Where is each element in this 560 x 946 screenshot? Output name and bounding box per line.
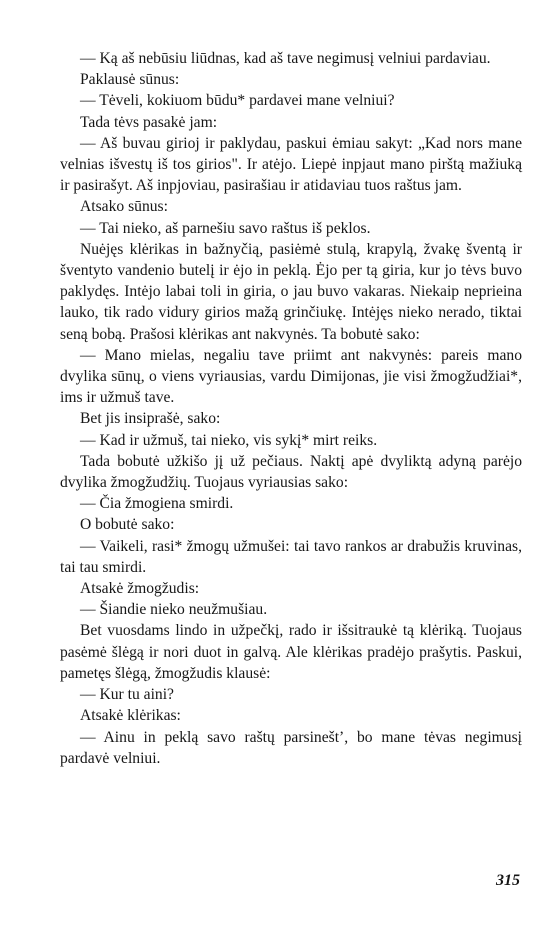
paragraph: — Tai nieko, aš parnešiu savo raštus iš peklos. — [80, 219, 371, 237]
paragraph: — Tėveli, kokiuom būdu* pardavei mane velniui? — [80, 92, 395, 110]
paragraph: Atsakė klėrikas: — [80, 707, 181, 725]
paragraph: — Aš buvau girioj ir paklydau, paskui ėmiau sakyt: „Kad nors mane velnias išvestų iš tos girios". Ir atėjo. Liepė inpjaut mano pirštą mažiuką ir pasirašyt. Aš inpjoviau, pasirašiau ir atidaviau tuos raštus jam. — [60, 134, 522, 195]
paragraph: — Kad ir užmuš, tai nieko, vis sykį* mirt reiks. — [80, 431, 378, 449]
paragraph: Atsako sūnus: — [80, 198, 168, 216]
page-number: 315 — [496, 872, 520, 889]
paragraph: — Kur tu aini? — [80, 686, 174, 704]
paragraph: Bet vuosdams lindo in užpečkį, rado ir išsitraukė tą klėriką. Tuojaus pasėmė šlėgą ir nori duot in galvą. Ale klėrikas pradėjo prašytis. Paskui, pametęs šlėgą, žmogžudis klausė: — [60, 622, 522, 682]
paragraph: Tada bobutė užkišo jį už pečiaus. Naktį apė dvyliktą adyną parėjo dvylika žmogžudžių. Tuojaus vyriausias sako: — [60, 452, 522, 492]
paragraph: O bobutė sako: — [80, 516, 175, 534]
paragraph: Nuėjęs klėrikas in bažnyčią, pasiėmė stulą, krapylą, žvakę šventą ir šventyto vandenio butelį ir ėjo in peklą. Ėjo per tą giria, kur jo tėvs buvo paklydęs. Intėjo labai toli in giria, o jau buvo vakaras. Niekaip neprieina lauko, tik rado vidury girios mažą grinčiukę. Intėjęs nieko nerado, tiktai seną bobą. Prašosi klėrikas ant nakvynės. Ta bobutė sako: — [60, 240, 522, 343]
paragraph: — Mano mielas, negaliu tave priimt ant nakvynės: pareis mano dvylika sūnų, o viens vyriausias, vardu Dimijonas, jie visi žmogžudžiai*, ims ir užmuš tave. — [60, 346, 522, 407]
paragraph: — Ką aš nebūsiu liūdnas, kad aš tave negimusį velniui pardaviau. — [80, 50, 491, 67]
paragraph: — Ainu in peklą savo raštų parsineštʼ, bo mane tėvas negimusį pardavė velniui. — [60, 728, 522, 767]
paragraph: Bet jis insiprašė, sako: — [80, 410, 221, 428]
paragraph: Paklausė sūnus: — [80, 71, 180, 89]
paragraph: Tada tėvs pasakė jam: — [80, 113, 218, 131]
paragraph: — Šiandie nieko neužmušiau. — [80, 601, 268, 619]
paragraph: — Čia žmogiena smirdi. — [80, 495, 234, 513]
paragraph: Atsakė žmogžudis: — [80, 580, 200, 598]
book-page-text — [60, 48, 522, 769]
paragraph: — Vaikeli, rasi* žmogų užmušei: tai tavo rankos ar drabužis kruvinas, tai tau smirdi. — [60, 537, 522, 576]
